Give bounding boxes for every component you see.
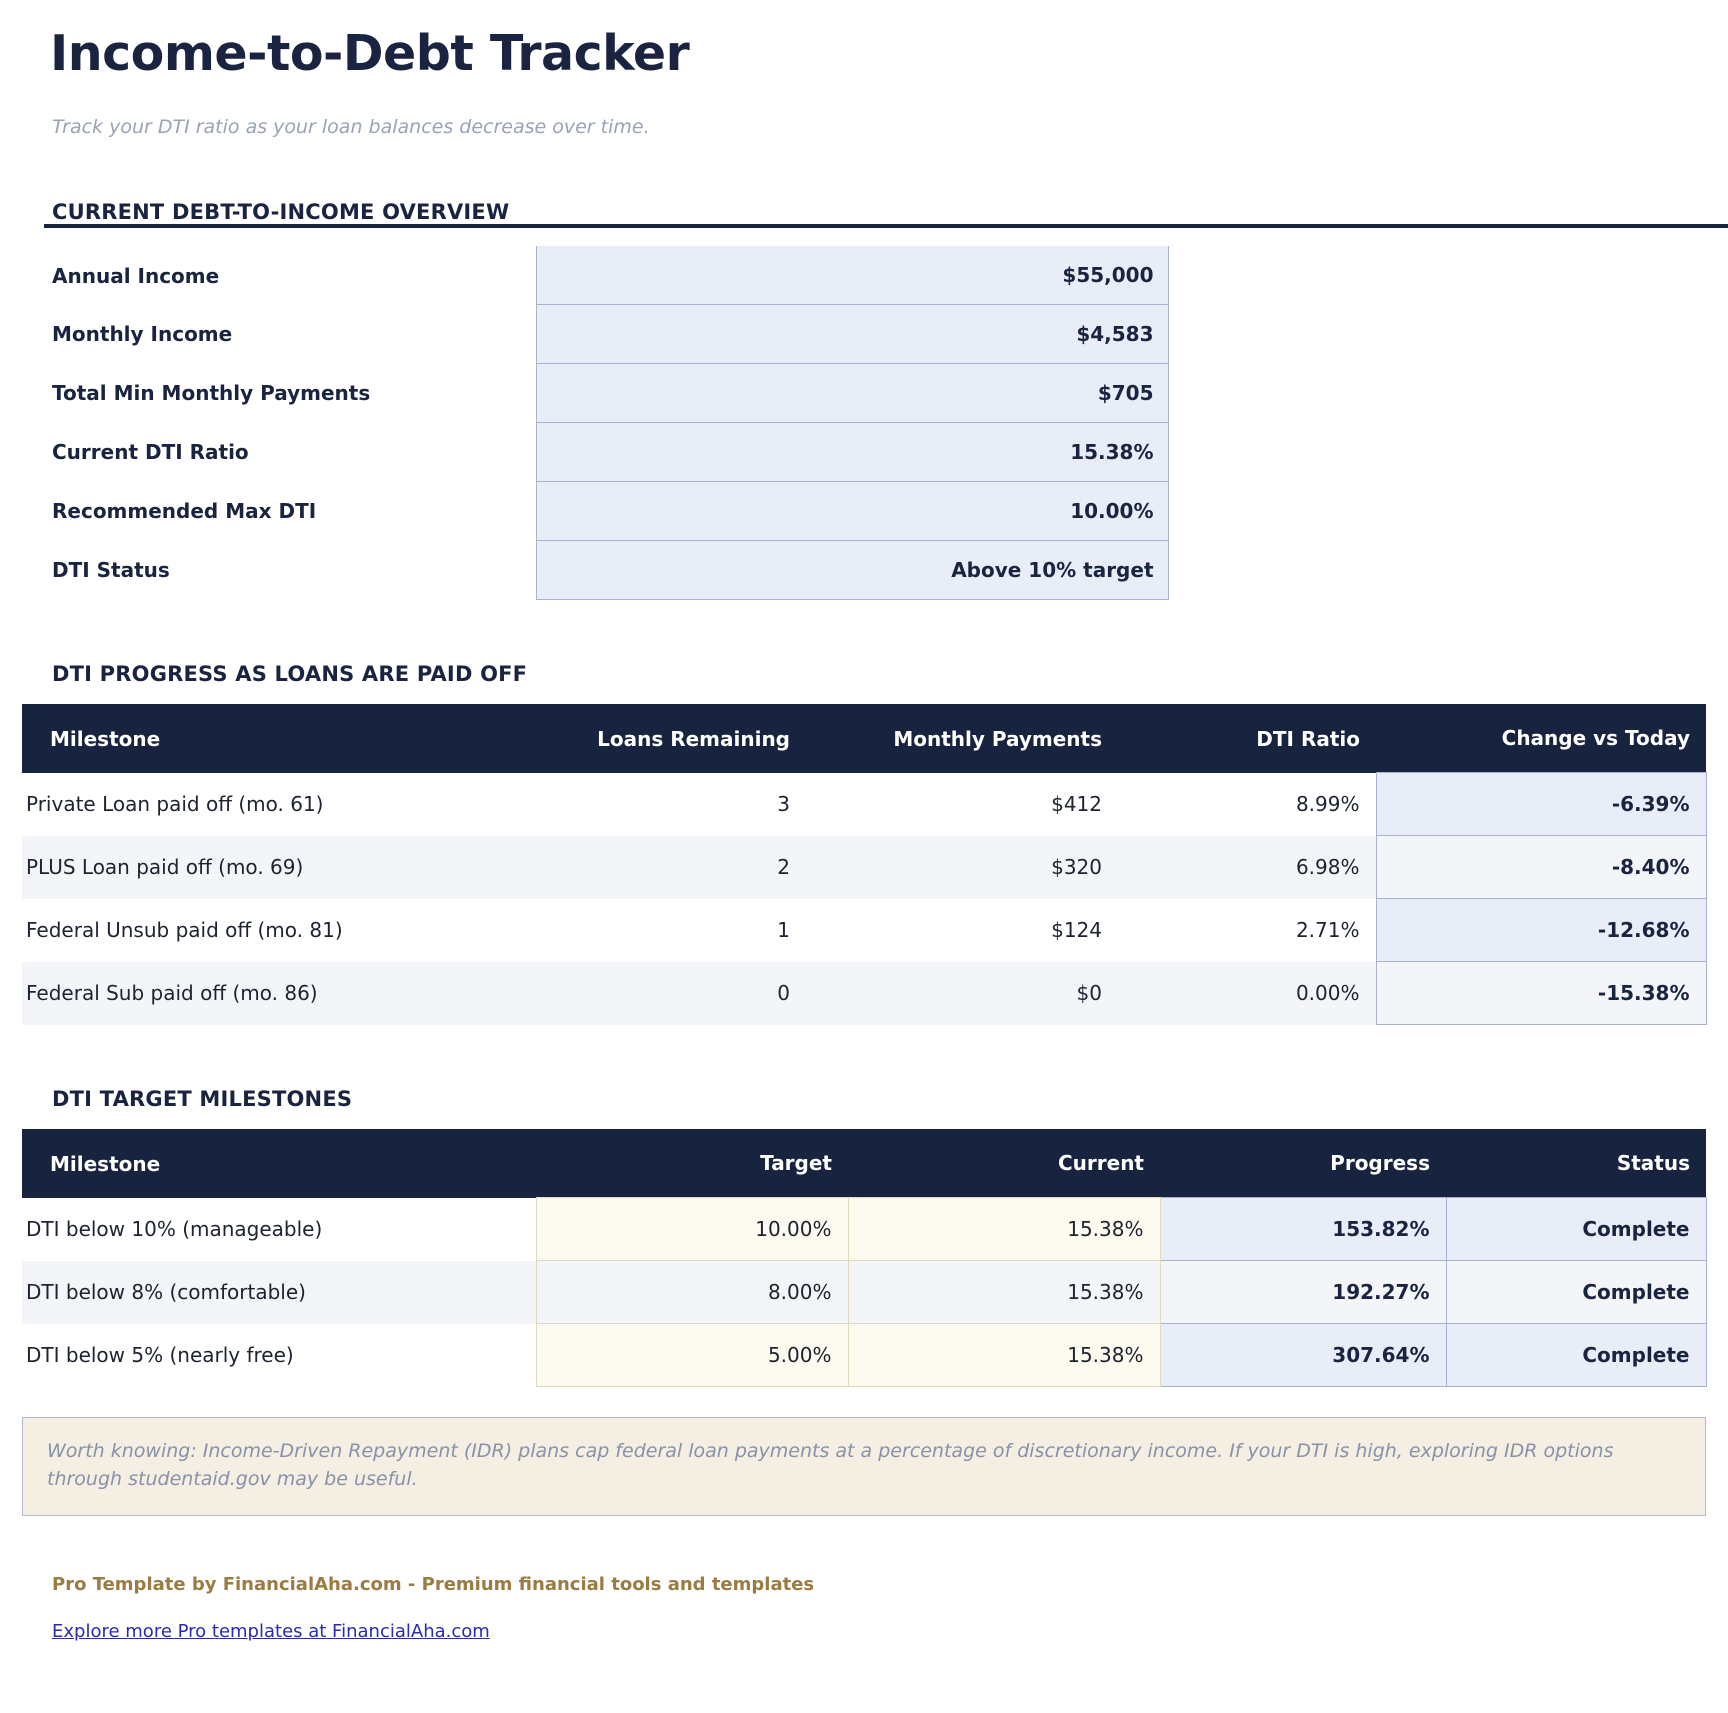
overview-row-value: $4,583 bbox=[536, 305, 1168, 364]
table-row bbox=[22, 773, 1706, 836]
col-header-current: Current bbox=[848, 1129, 1160, 1198]
cell-progress: 307.64% bbox=[1160, 1324, 1446, 1387]
overview-row-value: 15.38% bbox=[536, 423, 1168, 482]
table-row bbox=[22, 836, 1706, 899]
table-row bbox=[22, 1261, 1706, 1324]
overview-row-value: Above 10% target bbox=[536, 541, 1168, 600]
col-header-loans-remaining: Loans Remaining bbox=[538, 704, 806, 773]
cell-current: 15.38% bbox=[848, 1261, 1160, 1324]
overview-row-spacer bbox=[1168, 246, 1706, 305]
overview-row-label: Recommended Max DTI bbox=[52, 499, 317, 524]
overview-row-label: Annual Income bbox=[52, 263, 220, 288]
table-row bbox=[22, 962, 1706, 1025]
col-header-milestone: Milestone bbox=[22, 704, 538, 773]
table-header-row bbox=[22, 1129, 1706, 1198]
progress-section-heading: DTI PROGRESS AS LOANS ARE PAID OFF bbox=[52, 662, 528, 687]
cell-dti-ratio: 2.71% bbox=[1295, 918, 1360, 943]
cell-loans-remaining: 0 bbox=[538, 962, 806, 1025]
cell-change-vs-today: -12.68% bbox=[1376, 899, 1706, 962]
col-header-change-vs-today: Change vs Today bbox=[1376, 704, 1706, 773]
page-title: Income-to-Debt Tracker bbox=[50, 25, 690, 82]
dti-progress-table bbox=[22, 704, 1707, 1025]
overview-row-label: Current DTI Ratio bbox=[52, 440, 249, 465]
worth-knowing-note: Worth knowing: Income-Driven Repayment (IDR) plans cap federal loan payments at a percentage of discretionary income. If your DTI is high, exploring IDR options through studentaid.gov may be useful. bbox=[22, 1417, 1706, 1516]
cell-milestone: Federal Unsub paid off (mo. 81) bbox=[26, 918, 343, 943]
overview-row-value: $705 bbox=[536, 364, 1168, 423]
overview-row-spacer bbox=[1168, 305, 1706, 364]
cell-target: 5.00% bbox=[536, 1324, 848, 1387]
overview-row-value: 10.00% bbox=[536, 482, 1168, 541]
overview-row-spacer bbox=[1168, 541, 1706, 600]
overview-row-label: Monthly Income bbox=[52, 322, 233, 347]
table-row bbox=[22, 1324, 1706, 1387]
table-row bbox=[22, 1198, 1706, 1261]
cell-dti-ratio: 6.98% bbox=[1118, 836, 1376, 899]
overview-row-spacer bbox=[1168, 482, 1706, 541]
cell-milestone: DTI below 10% (manageable) bbox=[26, 1217, 323, 1242]
cell-dti-ratio: 0.00% bbox=[1118, 962, 1376, 1025]
cell-target: 8.00% bbox=[536, 1261, 848, 1324]
dti-progress-table-head bbox=[22, 704, 1706, 773]
col-header-milestone: Milestone bbox=[22, 1129, 536, 1198]
cell-monthly-payments: $412 bbox=[1051, 792, 1102, 817]
cell-milestone: DTI below 5% (nearly free) bbox=[26, 1343, 294, 1368]
cell-monthly-payments: $124 bbox=[1051, 918, 1102, 943]
dti-target-milestones-table-head bbox=[22, 1129, 1706, 1198]
cell-progress: 192.27% bbox=[1160, 1261, 1446, 1324]
cell-change-vs-today: -15.38% bbox=[1376, 962, 1706, 1025]
dti-target-milestones-table-body bbox=[22, 1198, 1706, 1387]
col-header-progress: Progress bbox=[1160, 1129, 1446, 1198]
cell-loans-remaining: 3 bbox=[777, 792, 790, 817]
cell-monthly-payments: $320 bbox=[806, 836, 1118, 899]
cell-current: 15.38% bbox=[848, 1324, 1160, 1387]
overview-row-label: Total Min Monthly Payments bbox=[52, 381, 371, 406]
cell-loans-remaining: 1 bbox=[777, 918, 790, 943]
overview-row-value: $55,000 bbox=[536, 246, 1168, 305]
pro-template-promo: Pro Template by FinancialAha.com - Premium financial tools and templates bbox=[52, 1574, 815, 1596]
table-header-row bbox=[22, 704, 1706, 773]
cell-milestone: PLUS Loan paid off (mo. 69) bbox=[22, 836, 538, 899]
table-row bbox=[22, 482, 1706, 541]
milestones-section-heading: DTI TARGET MILESTONES bbox=[52, 1087, 353, 1112]
page-subtitle: Track your DTI ratio as your loan balances decrease over time. bbox=[52, 116, 650, 139]
overview-table bbox=[22, 246, 1706, 600]
col-header-dti-ratio: DTI Ratio bbox=[1118, 704, 1376, 773]
table-row bbox=[22, 541, 1706, 600]
overview-row-spacer bbox=[1168, 423, 1706, 482]
table-row bbox=[22, 246, 1706, 305]
table-row bbox=[22, 899, 1706, 962]
dti-progress-table-body bbox=[22, 773, 1706, 1025]
col-header-target: Target bbox=[536, 1129, 848, 1198]
table-row bbox=[22, 423, 1706, 482]
status-badge: Complete bbox=[1446, 1324, 1706, 1387]
cell-milestone: DTI below 8% (comfortable) bbox=[22, 1261, 536, 1324]
table-row bbox=[22, 364, 1706, 423]
explore-templates-link[interactable]: Explore more Pro templates at FinancialAha.com bbox=[52, 1621, 490, 1643]
status-badge: Complete bbox=[1446, 1198, 1706, 1261]
dti-target-milestones-table bbox=[22, 1129, 1707, 1387]
overview-row-label: DTI Status bbox=[52, 558, 170, 583]
cell-milestone: Private Loan paid off (mo. 61) bbox=[26, 792, 324, 817]
cell-change-vs-today: -6.39% bbox=[1376, 773, 1706, 836]
cell-target: 10.00% bbox=[536, 1198, 848, 1261]
cell-milestone: Federal Sub paid off (mo. 86) bbox=[22, 962, 538, 1025]
overview-table-body bbox=[22, 246, 1706, 600]
overview-top-rule bbox=[44, 224, 1728, 228]
cell-current: 15.38% bbox=[848, 1198, 1160, 1261]
cell-change-vs-today: -8.40% bbox=[1376, 836, 1706, 899]
cell-loans-remaining: 2 bbox=[538, 836, 806, 899]
overview-row-spacer bbox=[1168, 364, 1706, 423]
cell-dti-ratio: 8.99% bbox=[1295, 792, 1360, 817]
col-header-monthly-payments: Monthly Payments bbox=[806, 704, 1118, 773]
status-badge: Complete bbox=[1446, 1261, 1706, 1324]
overview-section-heading: CURRENT DEBT-TO-INCOME OVERVIEW bbox=[52, 200, 510, 225]
table-row bbox=[22, 305, 1706, 364]
cell-progress: 153.82% bbox=[1160, 1198, 1446, 1261]
col-header-status: Status bbox=[1446, 1129, 1706, 1198]
overview-table-wrap bbox=[22, 224, 1706, 600]
cell-monthly-payments: $0 bbox=[806, 962, 1118, 1025]
